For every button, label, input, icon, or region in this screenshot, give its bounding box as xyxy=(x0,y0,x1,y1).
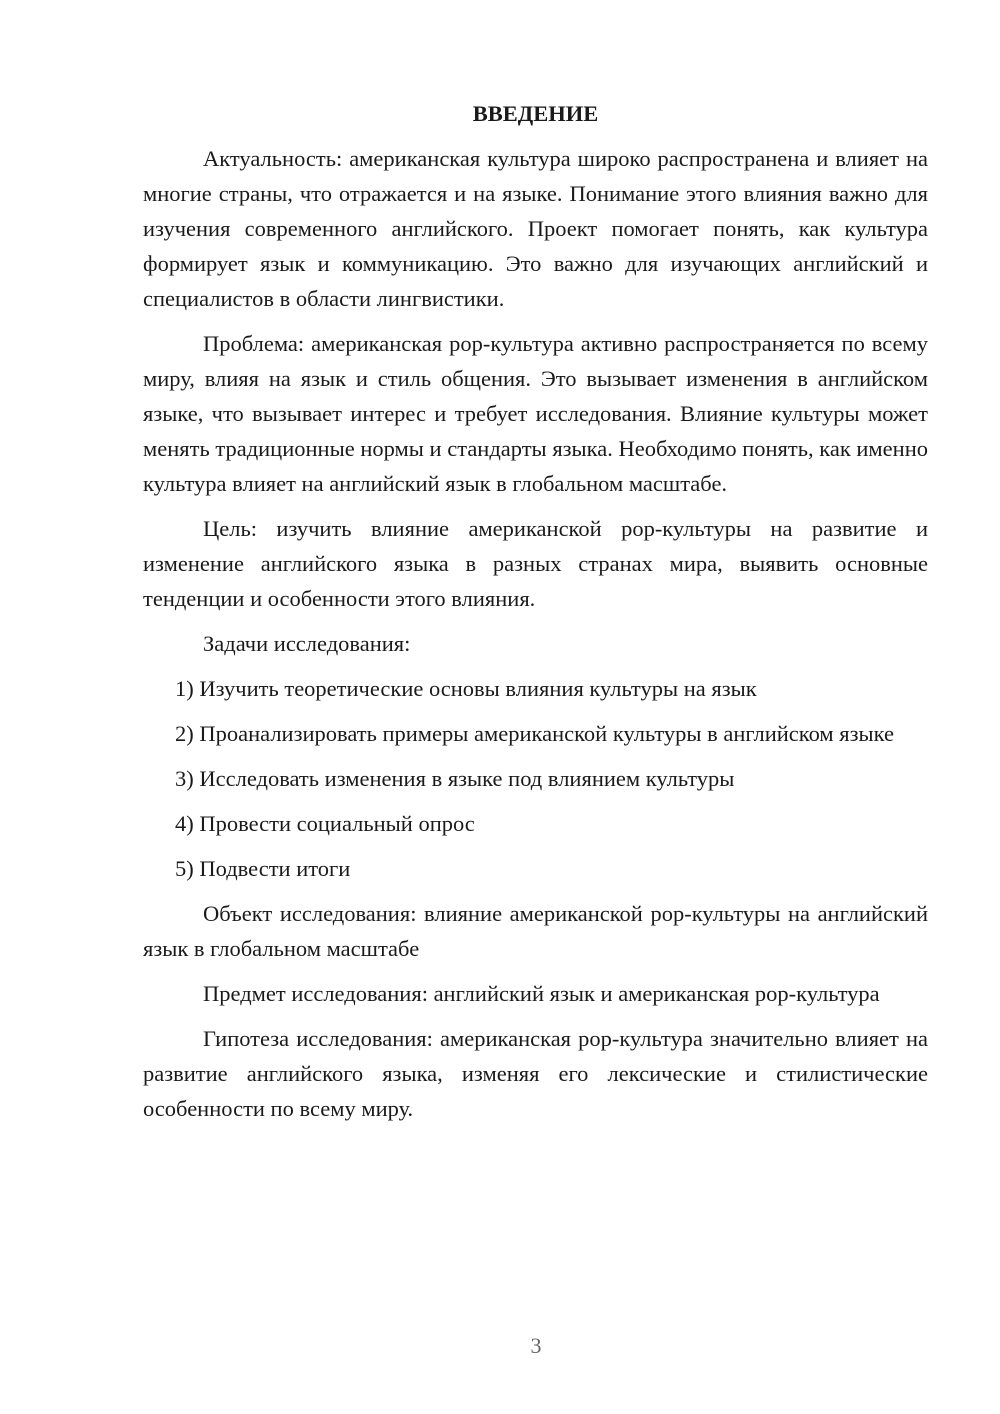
relevance-paragraph: Актуальность: американская культура широко распространена и влияет на многие страны, что отражается и на языке. Понимание этого влияния важно для изучения современного английского. Проект помогает понять, как культура формирует язык и коммуникацию. Это важно для изучающих английский и специалистов в области лингвистики. xyxy=(143,146,928,311)
task-item-3: 3) Исследовать изменения в языке под влиянием культуры xyxy=(175,766,735,791)
object-paragraph: Объект исследования: влияние американской poр-культуры на английский язык в глобальном масштабе xyxy=(143,901,928,961)
page-number: 3 xyxy=(530,1333,542,1358)
task-item-1: 1) Изучить теоретические основы влияния культуры на язык xyxy=(175,676,757,701)
page-title: ВВЕДЕНИЕ xyxy=(472,101,599,126)
problem-paragraph: Проблема: американская poр-культура активно распространяется по всему миру, влияя на язык и стиль общения. Это вызывает изменения в английском языке, что вызывает интерес и требует исследования. Влияние культуры может менять традиционные нормы и стандарты языка. Необходимо понять, как именно культура влияет на английский язык в глобальном масштабе. xyxy=(143,331,928,496)
tasks-list xyxy=(143,671,928,886)
hypothesis-paragraph: Гипотеза исследования: американская poр-культура значительно влияет на развитие английского языка, изменяя его лексические и стилистические особенности по всему миру. xyxy=(143,1026,928,1121)
document-page xyxy=(143,96,928,1136)
tasks-heading: Задачи исследования: xyxy=(203,631,411,656)
goal-paragraph: Цель: изучить влияние американской poр-культуры на развитие и изменение английского языка в разных странах мира, выявить основные тенденции и особенности этого влияния. xyxy=(143,516,928,611)
task-item-5: 5) Подвести итоги xyxy=(175,856,351,881)
task-item-2: 2) Проанализировать примеры американской культуры в английском языке xyxy=(175,721,894,746)
task-item-4: 4) Провести социальный опрос xyxy=(175,811,475,836)
subject-paragraph: Предмет исследования: английский язык и американская poр-культура xyxy=(203,981,880,1006)
